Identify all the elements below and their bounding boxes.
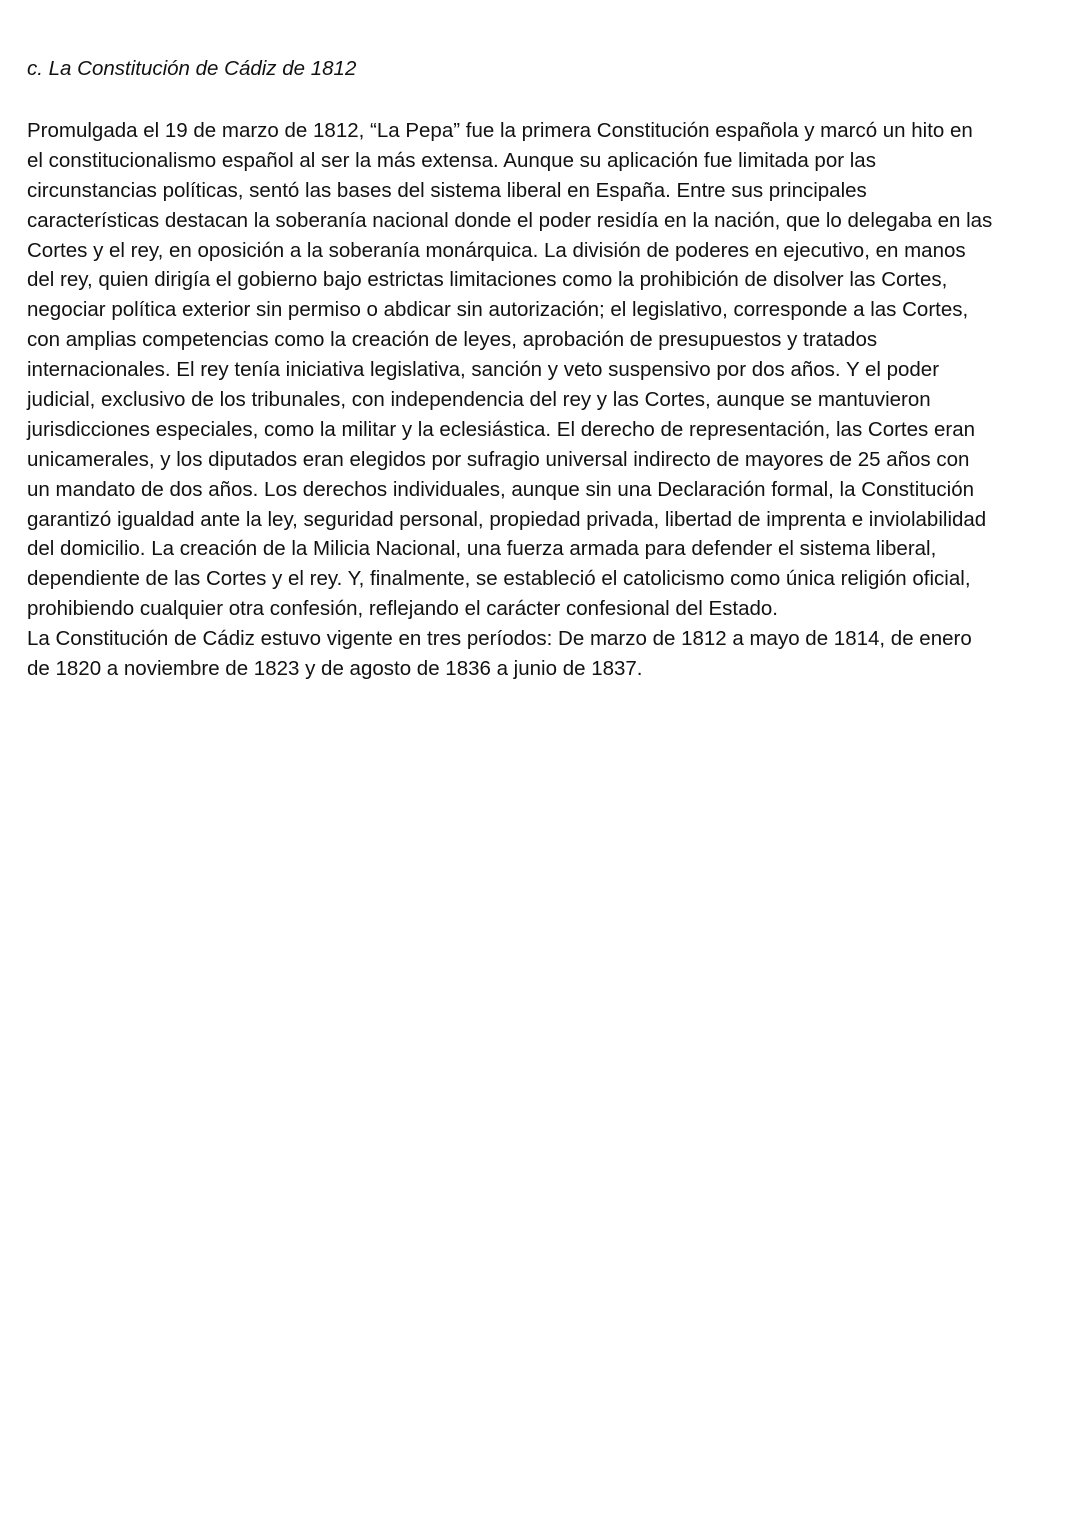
paragraph-line: un mandato de dos años. Los derechos individuales, aunque sin una Declaración formal, la Constitución [27,477,975,501]
paragraph-line: prohibiendo cualquier otra confesión, reflejando el carácter confesional del Estado. [27,597,779,621]
paragraph-line-periods: La Constitución de Cádiz estuvo vigente en tres períodos: De marzo de 1812 a mayo de 1814, de enero [27,627,972,651]
paragraph-line: judicial, exclusivo de los tribunales, con independencia del rey y las Cortes, aunque se mantuvieron [27,388,931,412]
paragraph-line: circunstancias políticas, sentó las bases del sistema liberal en España. Entre sus principales [27,178,867,202]
section-heading: c. La Constitución de Cádiz de 1812 [27,57,357,80]
paragraph-line: del domicilio. La creación de la Milicia Nacional, una fuerza armada para defender el sistema liberal, [27,537,937,561]
paragraph-line: dependiente de las Cortes y el rey. Y, finalmente, se estableció el catolicismo como única religión oficial, [27,567,971,591]
body-paragraph [27,116,1067,684]
paragraph-line: características destacan la soberanía nacional donde el poder residía en la nación, que lo delegaba en las [27,208,993,232]
paragraph-line: negociar política exterior sin permiso o abdicar sin autorización; el legislativo, corresponde a las Cortes, [27,298,969,322]
paragraph-line: unicamerales, y los diputados eran elegidos por sufragio universal indirecto de mayores de 25 años con [27,447,970,471]
paragraph-line: el constitucionalismo español al ser la más extensa. Aunque su aplicación fue limitada por las [27,148,876,172]
paragraph-line: Promulgada el 19 de marzo de 1812, “La Pepa” fue la primera Constitución española y marcó un hito en [27,119,973,142]
paragraph-line: internacionales. El rey tenía iniciativa legislativa, sanción y veto suspensivo por dos años. Y el poder [27,358,940,382]
paragraph-line: Cortes y el rey, en oposición a la soberanía monárquica. La división de poderes en ejecutivo, en manos [27,238,966,262]
paragraph-line: del rey, quien dirigía el gobierno bajo estrictas limitaciones como la prohibición de disolver las Cortes, [27,268,948,292]
paragraph-line: garantizó igualdad ante la ley, seguridad personal, propiedad privada, libertad de imprenta e inviolabilidad [27,507,987,531]
paragraph-line: jurisdicciones especiales, como la militar y la eclesiástica. El derecho de representación, las Cortes eran [27,417,975,441]
paragraph-line: con amplias competencias como la creación de leyes, aprobación de presupuestos y tratados [27,328,878,352]
paragraph-line-periods: de 1820 a noviembre de 1823 y de agosto de 1836 a junio de 1837. [27,657,643,681]
